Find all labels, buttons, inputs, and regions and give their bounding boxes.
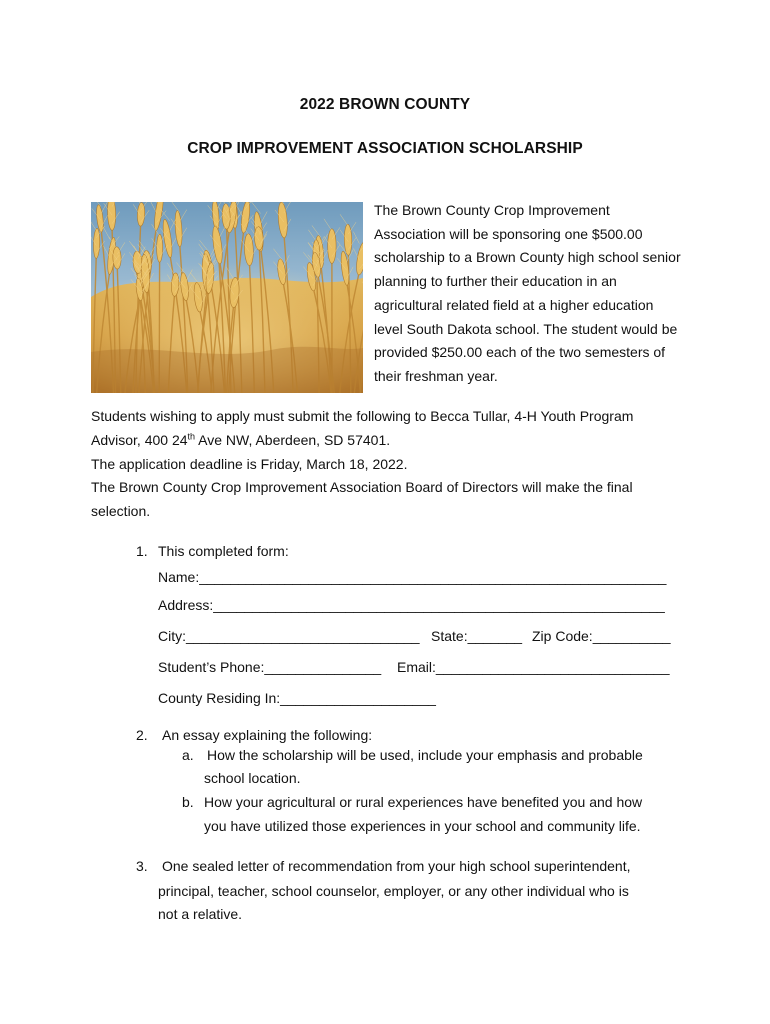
item-3-line-2: principal, teacher, school counselor, employer, or any other individual who is [158, 883, 629, 899]
item-3-line-1: One sealed letter of recommendation from your high school superintendent, [162, 858, 631, 874]
item-2b-line-2: you have utilized those experiences in your school and community life. [204, 818, 641, 834]
item-2b-marker: b. [182, 794, 194, 810]
item-3-number: 3. [136, 858, 148, 874]
title-scholarship: CROP IMPROVEMENT ASSOCIATION SCHOLARSHIP [187, 140, 583, 157]
submission-line-1: Students wishing to apply must submit the following to Becca Tullar, 4-H Youth Program [91, 408, 634, 424]
application-deadline: The application deadline is Friday, March 18, 2022. [91, 456, 408, 472]
item-3-line-3: not a relative. [158, 906, 243, 922]
submission-instructions [91, 405, 691, 452]
wheat-field-photo [91, 202, 363, 393]
address-suffix: Ave NW, Aberdeen, SD 57401. [195, 431, 391, 448]
item-1-number: 1. [136, 543, 148, 559]
intro-paragraph: The Brown County Crop Improvement Association will be sponsoring one $500.00 scholarship to a Brown County high school senior planning to further their education in an agricultural related field at a higher education level South Dakota school. The student would be provided $250.00 each of the two semesters of their freshman year. [374, 202, 681, 384]
item-2-number: 2. [136, 727, 148, 743]
county-residing-field[interactable]: County Residing In:____________________ [158, 690, 436, 706]
zip-code-field[interactable]: Zip Code:__________ [532, 628, 671, 644]
title-year-county: 2022 BROWN COUNTY [299, 96, 471, 113]
name-field[interactable]: Name:____________________________________________________________ [158, 569, 667, 585]
address-field[interactable]: Address:__________________________________________________________ [158, 597, 665, 613]
state-field[interactable]: State:_______ [431, 628, 523, 644]
item-2a-line-2: school location. [204, 770, 301, 786]
item-2b-line-1: How your agricultural or rural experiences have benefited you and how [204, 794, 643, 810]
student-phone-field[interactable]: Student’s Phone:_______________ [158, 659, 382, 675]
item-2-heading: An essay explaining the following: [162, 727, 373, 743]
email-field[interactable]: Email:______________________________ [397, 659, 670, 675]
item-1-heading: This completed form: [158, 543, 289, 559]
address-prefix: Advisor, 400 24 [91, 431, 188, 448]
selection-statement: The Brown County Crop Improvement Association Board of Directors will make the final selection. [91, 479, 633, 519]
ordinal-suffix: th [187, 430, 196, 441]
item-2a-marker: a. [182, 747, 194, 763]
city-field[interactable]: City:______________________________ [158, 628, 420, 644]
item-2a-line-1: How the scholarship will be used, include your emphasis and probable [207, 747, 643, 763]
